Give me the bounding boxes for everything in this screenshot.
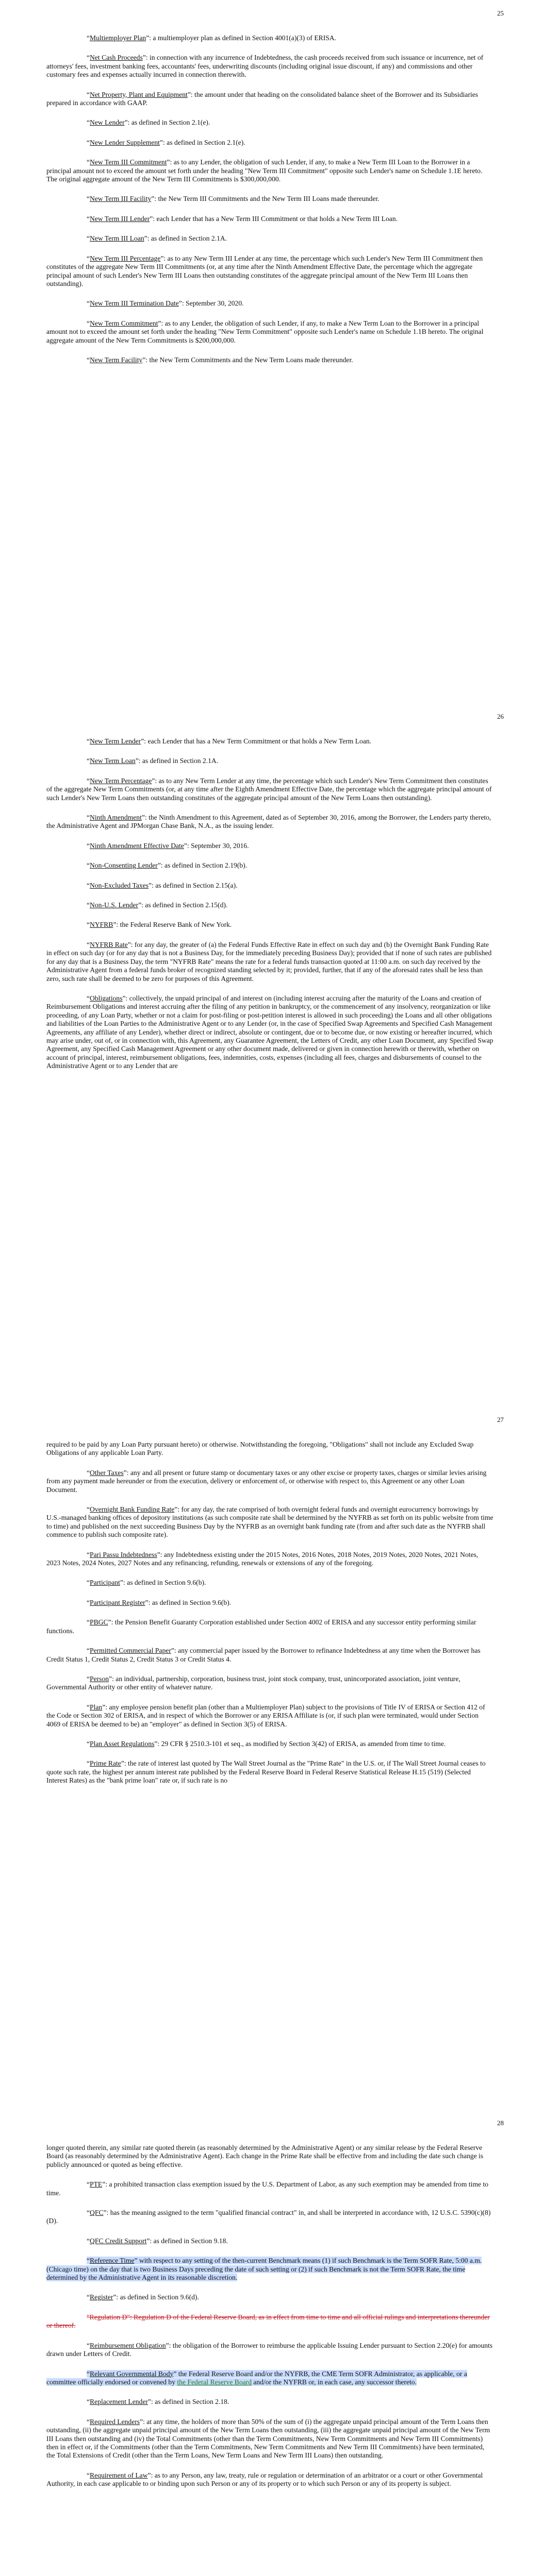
- definition-text: : as defined in Section 2.1A.: [138, 757, 219, 765]
- definition-paragraph: “Overnight Bank Funding Rate”: for any day, the rate comprised of both overnight federal funds and overnight eurocurrency borrowings by U.S.-managed banking offices of depository institutions (as such composite rate shall be determined by the NYFRB as set forth on its public website from time to time) and published on the next succeeding Business Day by the NYFRB as an overnight bank funding rate (from and after such date as the NYFRB shall commence to publish such composite rate).: [46, 1505, 493, 1539]
- definition-text: : each Lender that has a New Term Commitment or that holds a New Term Loan.: [144, 737, 372, 745]
- defined-term: Plan: [90, 1703, 103, 1711]
- definition-paragraph: [46, 2313, 493, 2330]
- definition-paragraph: “Obligations”: collectively, the unpaid principal of and interest on (including interest accruing after the maturity of the Loans and creation of Reimbursement Obligations and interest accruing after the filing of any petition in bankruptcy, or the commencement of any insolvency, reorganization or like proceeding, of any Loan Party, whether or not a claim for post-filing or post-petition interest is allowed in such proceeding) the Loans and all other obligations and liabilities of the Loan Parties to the Administrative Agent or to any Lender (or, in the case of Specified Swap Agreements and Specified Cash Management Agreements, any affiliate of any Lender), whether direct or indirect, absolute or contingent, due or to become due, or now existing or hereafter incurred, which may arise under, out of, or in connection with, this Agreement, any Guarantee Agreement, the Letters of Credit, any other Loan Document, any Specified Swap Agreement, any Specified Cash Management Agreement or any other document made, delivered or given in connection herewith or therewith, whether on account of principal, interest, reimbursement obligations, fees, indemnities, costs, expenses (including all fees, charges and disbursements of counsel to the Administrative Agent or to any Lender that are: [46, 994, 493, 1070]
- defined-term: Reimbursement Obligation: [90, 2341, 166, 2349]
- definition-paragraph: “NYFRB”: the Federal Reserve Bank of New York.: [87, 921, 232, 929]
- definition-paragraph: “New Term Commitment”: as to any Lender, the obligation of such Lender, if any, to make a New Term Loan to the Borrower in a principal amount not to exceed the amount set forth under the heading "New Term Commitment" opposite such Lender's name on Schedule 1.1B hereto. The original aggregate amount of the New Term Commitments is $200,000,000.: [46, 319, 484, 344]
- definition-text: : in connection with any incurrence of Indebtedness, the cash proceeds received from such issuance or incurrence, net of attorneys' fees, investment banking fees, accountants' fees, underwriting discounts (including original issue discount, if any) and commissions and other customary fees and expenses actually incurred in connection therewith.: [46, 54, 484, 79]
- defined-term: Obligations: [90, 994, 123, 1002]
- definition-text: : any commercial paper issued by the Borrower to refinance Indebtedness at any time when the Borrower has Credit Status 1, Credit Status 2, Credit Status 3 or Credit Status 4.: [46, 1647, 481, 1663]
- definition-text: : the obligation of the Borrower to reimburse the applicable Issuing Lender pursuant to Section 2.20(e) for amounts drawn under Letters of Credit.: [46, 2341, 493, 2358]
- defined-term: New Term Facility: [90, 355, 143, 364]
- definition-text: : as defined in Section 2.19(b).: [160, 861, 248, 870]
- definition-paragraph: “Non-Excluded Taxes”: as defined in Section 2.15(a).: [87, 881, 238, 889]
- definition-paragraph: “Other Taxes”: any and all present or future stamp or documentary taxes or any other excise or property taxes, charges or similar levies arising from any payment made hereunder or from the execution, delivery or enforcement of, or otherwise with respect to, this Agreement or any other Loan Document.: [46, 1468, 487, 1494]
- definition-paragraph: “Plan”: any employee pension benefit plan (other than a Multiemployer Plan) subject to the provisions of Title IV of ERISA or Section 412 of the Code or Section 302 of ERISA, and in respect of which the Borrower or any ERISA Affiliate is (or, if such plan were terminated, would under Section 4069 of ERISA be deemed to be) an "employer" as defined in Section 3(5) of ERISA.: [46, 1703, 485, 1728]
- definition-paragraph: “NYFRB Rate”: for any day, the greater of (a) the Federal Funds Effective Rate in effect on such day and (b) the Overnight Bank Funding Rate in effect on such day (or for any day that is not a Business Day, for the immediately preceding Business Day); provided that if none of such rates are published for any day that is a Business Day, the term "NYFRB Rate" means the rate for a federal funds transaction quoted at 11:00 a.m. on such day received by the Administrative Agent from a federal funds broker of recognized standing selected by it; provided, further, that if any of the aforesaid rates shall be less than zero, such rate shall be deemed to be zero for purposes of this Agreement.: [46, 940, 492, 982]
- definition-paragraph: “QFC Credit Support”: as defined in Section 9.18.: [87, 2236, 228, 2245]
- definition-text: : the Federal Reserve Bank of New York.: [116, 921, 232, 929]
- definition-paragraph: “Plan Asset Regulations”: 29 CFR § 2510.3-101 et seq., as modified by Section 3(42) of ERISA, as amended from time to time.: [87, 1739, 446, 1748]
- defined-term: QFC Credit Support: [90, 2236, 147, 2245]
- definition-text: : as defined in Section 2.15(a).: [152, 881, 238, 889]
- defined-term: New Term Lender: [90, 737, 141, 745]
- definition-paragraph: “Requirement of Law”: as to any Person, any law, treaty, rule or regulation or determination of an arbitrator or a court or other Governmental Authority, in each case applicable to or binding upon such Person or any of its property or to which such Person or any of its property is subject.: [46, 2471, 483, 2488]
- defined-term: Prime Rate: [90, 1759, 121, 1768]
- page-body: [46, 2144, 493, 2500]
- defined-term: Other Taxes: [90, 1468, 124, 1477]
- defined-term: Non-U.S. Lender: [90, 901, 139, 909]
- defined-term: Requirement of Law: [90, 2471, 148, 2479]
- defined-term: Replacement Lender: [90, 2398, 148, 2406]
- document-page: [0, 0, 544, 703]
- definition-text: longer quoted therein, any similar rate quoted therein (as reasonably determined by the Administrative Agent) or any similar release by the Federal Reserve Board (as reasonably determined by the Administrative Agent). Each change in the Prime Rate shall be effective from and including the date such change is publicly announced or quoted as being effective.: [46, 2144, 484, 2168]
- defined-term: Multiemployer Plan: [90, 34, 146, 42]
- definition-paragraph: “Required Lenders”: at any time, the holders of more than 50% of the sum of (i) the aggregate unpaid principal amount of the Term Loans then outstanding, (ii) the aggregate unpaid principal amount of the New Term Loans then outstanding, (iii) the aggregate unpaid principal amount of the New Term III Loans then outstanding and (iv) the Total Commitments (other than the Term Commitments, New Term Commitments and New Term III Commitments) then in effect or, if the Commitments (other than the Term Commitments, New Term Commitments and New Term III Commitments) have been terminated, the Total Extensions of Credit (other than the Term Loans, New Term Loans and New Term III Loans) then outstanding.: [46, 2417, 490, 2460]
- definition-text: : for any day, the greater of (a) the Federal Funds Effective Rate in effect on such day and (b) the Overnight Bank Funding Rate in effect on such day (or for any day that is not a Business Day, for the immediately preceding Business Day); provided that if none of such rates are published for any day that is a Business Day, the term "NYFRB Rate" means the rate for a federal funds transaction quoted at 11:00 a.m. on such day received by the Administrative Agent from a federal funds broker of recognized standing selected by it; provided, further, that if any of the aforesaid rates shall be less than zero, such rate shall be deemed to be zero for purposes of this Agreement.: [46, 940, 492, 982]
- definition-paragraph: “New Term III Lender”: each Lender that has a New Term III Commitment or that holds a New Term III Loan.: [87, 214, 398, 223]
- defined-term: Non-Consenting Lender: [90, 861, 158, 870]
- definition-paragraph: “New Term Facility”: the New Term Commitments and the New Term Loans made thereunder.: [87, 355, 353, 364]
- document-page: [0, 1406, 544, 2110]
- inserted-text: the Federal Reserve Board: [177, 2378, 252, 2386]
- definition-paragraph: “Multiemployer Plan”: a multiemployer plan as defined in Section 4001(a)(3) of ERISA.: [87, 34, 337, 42]
- definition-text: : the rate of interest last quoted by The Wall Street Journal as the "Prime Rate" in the U.S. or, if The Wall Street Journal ceases to quote such rate, the highest per annum interest rate published by the Federal Reserve Board in Federal Reserve Statistical Release H.15 (519) (Selected Interest Rates) as the "bank prime loan" rate or, if such rate is no: [46, 1759, 486, 1785]
- definition-paragraph: “Replacement Lender”: as defined in Section 2.18.: [87, 2398, 229, 2406]
- definition-paragraph: “New Term III Loan”: as defined in Section 2.1A.: [87, 234, 227, 243]
- definition-text: : has the meaning assigned to the term "qualified financial contract" in, and shall be interpreted in accordance with, 12 U.S.C. 5390(c)(8)(D).: [46, 2209, 491, 2225]
- page-number: 27: [497, 1416, 504, 1423]
- definition-paragraph: “Prime Rate”: the rate of interest last quoted by The Wall Street Journal as the "Prime Rate" in the U.S. or, if The Wall Street Journal ceases to quote such rate, the highest per annum interest rate published by the Federal Reserve Board in Federal Reserve Statistical Release H.15 (519) (Selected Interest Rates) as the "bank prime loan" rate or, if such rate is no: [46, 1759, 486, 1785]
- defined-term: Ninth Amendment: [90, 814, 142, 822]
- defined-term: Participant Register: [90, 1598, 145, 1606]
- defined-term: New Lender: [90, 118, 125, 127]
- page-number: 26: [497, 713, 504, 720]
- defined-term: New Term III Termination Date: [90, 299, 179, 308]
- document-page: [0, 703, 544, 1406]
- definition-paragraph: [46, 2370, 493, 2387]
- definition-paragraph: “New Term Loan”: as defined in Section 2.1A.: [87, 757, 219, 765]
- definition-text: : any Indebtedness existing under the 2015 Notes, 2016 Notes, 2018 Notes, 2019 Notes, 2020 Notes, 2021 Notes, 2023 Notes, 2024 Notes, 2027 Notes and any refinancing, refunding, renewals or extensions of any of the foregoing.: [46, 1550, 479, 1567]
- defined-term: Plan Asset Regulations: [90, 1739, 155, 1748]
- definition-paragraph: “Participant”: as defined in Section 9.6(b).: [87, 1579, 206, 1587]
- definition-paragraph: “Participant Register”: as defined in Section 9.6(b).: [87, 1598, 232, 1606]
- definition-text: : any and all present or future stamp or documentary taxes or any other excise or property taxes, charges or similar levies arising from any payment made hereunder or from the execution, delivery or enforcement of, or otherwise with respect to, this Agreement or any other Loan Document.: [46, 1468, 487, 1494]
- definition-paragraph: “QFC”: has the meaning assigned to the term "qualified financial contract" in, and shall be interpreted in accordance with, 12 U.S.C. 5390(c)(8)(D).: [46, 2209, 491, 2225]
- definition-paragraph: “Non-Consenting Lender”: as defined in Section 2.19(b).: [87, 861, 248, 870]
- defined-term: New Term III Lender: [90, 214, 150, 223]
- definition-text: : September 30, 2016.: [187, 841, 249, 850]
- definition-text: : as to any Lender, the obligation of such Lender, if any, to make a New Term Loan to the Borrower in a principal amount not to exceed the amount set forth under the heading "New Term Commitment" opposite such Lender's name on Schedule 1.1B hereto. The original aggregate amount of the New Term Commitments is $200,000,000.: [46, 319, 484, 344]
- definition-paragraph: “PBGC”: the Pension Benefit Guaranty Corporation established under Section 4002 of ERISA and any successor entity performing similar functions.: [46, 1618, 476, 1635]
- definition-paragraph: “New Term III Commitment”: as to any Lender, the obligation of such Lender, if any, to make a New Term III Loan to the Borrower in a principal amount not to exceed the amount set forth under the heading "New Term III Commitment" opposite such Lender's name on Schedule 1.1E hereto. The original aggregate amount of the New Term III Commitments is $300,000,000.: [46, 158, 483, 183]
- definition-text: : the amount under that heading on the consolidated balance sheet of the Borrower and its Subsidiaries prepared in accordance with GAAP.: [46, 90, 479, 107]
- defined-term: Participant: [90, 1579, 120, 1587]
- defined-term: Ninth Amendment Effective Date: [90, 841, 184, 850]
- definition-paragraph: “New Term III Facility”: the New Term III Commitments and the New Term III Loans made thereunder.: [87, 195, 380, 203]
- highlighted-insertion: “Relevant Governmental Body” the Federal Reserve Board and/or the NYFRB, the CME Term SOFR Administrator, as applicable, or a committee officially endorsed or convened by the Federal Reserve Board and/or the NYFRB or, in each case, any successor thereto.: [46, 2369, 467, 2386]
- defined-term: New Term III Facility: [90, 195, 152, 203]
- definition-text: : each Lender that has a New Term III Commitment or that holds a New Term III Loan.: [153, 214, 398, 223]
- definition-text: : as defined in Section 2.18.: [151, 2398, 229, 2406]
- definition-text: : as defined in Section 9.6(b).: [148, 1598, 232, 1606]
- defined-term: PBGC: [90, 1618, 108, 1626]
- defined-term: New Term Commitment: [90, 319, 158, 327]
- definition-text: : September 30, 2020.: [182, 299, 244, 308]
- definition-paragraph: “Pari Passu Indebtedness”: any Indebtedness existing under the 2015 Notes, 2016 Notes, 2018 Notes, 2019 Notes, 2020 Notes, 2021 Notes, 2023 Notes, 2024 Notes, 2027 Notes and any refinancing, refunding, renewals or extensions of any of the foregoing.: [46, 1550, 479, 1567]
- definition-paragraph: “PTE”: a prohibited transaction class exemption issued by the U.S. Department of Labor, as any such exemption may be amended from time to time.: [46, 2180, 489, 2197]
- definition-text: : as to any New Term Lender at any time, the percentage which such Lender's New Term Commitment then constitutes of the aggregate New Term Commitments (or, at any time after the Eighth Amendment Effective Date, the percentage which the aggregate principal amount of such Lender's New Term Loans then outstanding constitutes of the aggregate principal amount of the New Term Loans then outstanding).: [46, 776, 492, 802]
- page-body: [46, 1440, 493, 1797]
- definition-paragraph: [46, 1440, 493, 1458]
- definition-paragraph: “New Term III Termination Date”: September 30, 2020.: [87, 299, 244, 308]
- defined-term: Register: [90, 2293, 113, 2301]
- defined-term: New Term Loan: [90, 757, 136, 765]
- definition-paragraph: “Net Property, Plant and Equipment”: the amount under that heading on the consolidated balance sheet of the Borrower and its Subsidiaries prepared in accordance with GAAP.: [46, 90, 479, 107]
- definition-paragraph: “Permitted Commercial Paper”: any commercial paper issued by the Borrower to refinance Indebtedness at any time when the Borrower has Credit Status 1, Credit Status 2, Credit Status 3 or Credit Status 4.: [46, 1647, 481, 1663]
- definition-paragraph: “Ninth Amendment Effective Date”: September 30, 2016.: [87, 841, 249, 850]
- definition-text: : as to any Lender, the obligation of such Lender, if any, to make a New Term III Loan to the Borrower in a principal amount not to exceed the amount set forth under the heading "New Term III Commitment" opposite such Lender's name on Schedule 1.1E hereto. The original aggregate amount of the New Term III Commitments is $300,000,000.: [46, 158, 483, 183]
- definition-paragraph: [46, 2144, 493, 2169]
- definition-text: : an individual, partnership, corporation, business trust, joint stock company, trust, unincorporated association, joint venture, Governmental Authority or other entity of whatever nature.: [46, 1674, 460, 1691]
- definition-text: : the Ninth Amendment to this Agreement, dated as of September 30, 2016, among the Borrower, the Lenders party thereto, the Administrative Agent and JPMorgan Chase Bank, N.A., as the issuing lender.: [46, 814, 491, 830]
- defined-term: New Term III Percentage: [90, 254, 161, 262]
- definition-text: : any employee pension benefit plan (other than a Multiemployer Plan) subject to the provisions of Title IV of ERISA or Section 412 of the Code or Section 302 of ERISA, and in respect of which the Borrower or any ERISA Affiliate is (or, if such plan were terminated, would under Section 4069 of ERISA be deemed to be) an "employer" as defined in Section 3(5) of ERISA.: [46, 1703, 485, 1728]
- deleted-text: "Regulation D": Regulation D of the Federal Reserve Board, as in effect from time to time and all official rulings and interpretations thereunder or thereof.: [46, 2313, 490, 2330]
- defined-term: Required Lenders: [90, 2417, 140, 2426]
- defined-term: New Term Percentage: [90, 776, 152, 785]
- defined-term: Permitted Commercial Paper: [90, 1647, 171, 1655]
- definition-text: : the New Term III Commitments and the New Term III Loans made thereunder.: [154, 195, 380, 203]
- definition-paragraph: “Net Cash Proceeds”: in connection with any incurrence of Indebtedness, the cash proceeds received from such issuance or incurrence, net of attorneys' fees, investment banking fees, accountants' fees, underwriting discounts (including original issue discount, if any) and commissions and other customary fees and expenses actually incurred in connection therewith.: [46, 54, 484, 79]
- defined-term: QFC: [90, 2209, 104, 2217]
- definition-text: : as defined in Section 2.15(d).: [141, 901, 228, 909]
- defined-term: Relevant Governmental Body: [90, 2369, 174, 2378]
- definition-text: : 29 CFR § 2510.3-101 et seq., as modified by Section 3(42) of ERISA, as amended from time to time.: [157, 1739, 446, 1748]
- defined-term: Reference Time: [90, 2257, 135, 2265]
- definition-text: : as defined in Section 2.1(e).: [163, 138, 245, 146]
- definition-text: : as to any New Term III Lender at any time, the percentage which such Lender's New Term III Commitment then constitutes of the aggregate New Term III Commitments (or, at any time after the Ninth Amendment Effective Date, the percentage which the aggregate principal amount of such Lender's New Term III Loans then outstanding constitutes of the aggregate principal amount of the New Term III Loans then outstanding).: [46, 254, 483, 287]
- defined-term: New Term III Loan: [90, 234, 144, 243]
- page-body: [46, 737, 493, 1082]
- definition-text: : for any day, the rate comprised of both overnight federal funds and overnight eurocurrency borrowings by U.S.-managed banking offices of depository institutions (as such composite rate shall be determined by the NYFRB as set forth on its public website from time to time) and published on the next succeeding Business Day by the NYFRB as an overnight bank funding rate (from and after such date as the NYFRB shall commence to publish such composite rate).: [46, 1505, 493, 1539]
- defined-term: Net Property, Plant and Equipment: [90, 90, 188, 98]
- definition-paragraph: “New Term III Percentage”: as to any New Term III Lender at any time, the percentage which such Lender's New Term III Commitment then constitutes of the aggregate New Term III Commitments (or, at any time after the Ninth Amendment Effective Date, the percentage which the aggregate principal amount of such Lender's New Term III Loans then outstanding constitutes of the aggregate principal amount of the New Term III Loans then outstanding).: [46, 254, 483, 287]
- defined-term: Overnight Bank Funding Rate: [90, 1505, 175, 1514]
- defined-term: Pari Passu Indebtedness: [90, 1550, 157, 1558]
- page-body: [46, 34, 493, 376]
- definition-text: : a multiemployer plan as defined in Section 4001(a)(3) of ERISA.: [149, 34, 337, 42]
- definition-text: : as to any Person, any law, treaty, rule or regulation or determination of an arbitrator or a court or other Governmental Authority, in each case applicable to or binding upon such Person or any of its property or to which such Person or any of its property is subject.: [46, 2471, 483, 2488]
- definition-text: : at any time, the holders of more than 50% of the sum of (i) the aggregate unpaid principal amount of the Term Loans then outstanding, (ii) the aggregate unpaid principal amount of the New Term Loans then outstanding, (iii) the aggregate unpaid principal amount of the New Term III Loans then outstanding and (iv) the Total Commitments (other than the Term Commitments, New Term Commitments and New Term III Commitments) then in effect or, if the Commitments (other than the Term Commitments, New Term Commitments and New Term III Commitments) have been terminated, the Total Extensions of Credit (other than the Term Loans, New Term Loans and New Term III Loans) then outstanding.: [46, 2417, 490, 2460]
- definition-text: required to be paid by any Loan Party pursuant hereto) or otherwise. Notwithstanding the foregoing, "Obligations" shall not include any Excluded Swap Obligations of any applicable Loan Party.: [46, 1440, 474, 1457]
- highlighted-insertion: “Reference Time” with respect to any setting of the then-current Benchmark means (1) if such Benchmark is the Term SOFR Rate, 5:00 a.m. (Chicago time) on the day that is two Business Days preceding the date of such setting or (2) if such Benchmark is not the Term SOFR Rate, the time determined by the Administrative Agent in its reasonable discretion.: [46, 2257, 482, 2282]
- defined-term: New Term III Commitment: [90, 158, 167, 166]
- defined-term: NYFRB: [90, 921, 113, 929]
- definition-text: : a prohibited transaction class exemption issued by the U.S. Department of Labor, as any such exemption may be amended from time to time.: [46, 2180, 489, 2197]
- definition-paragraph: “Register”: as defined in Section 9.6(d).: [87, 2293, 199, 2301]
- definition-paragraph: “New Term Lender”: each Lender that has a New Term Commitment or that holds a New Term Loan.: [87, 737, 372, 745]
- definition-paragraph: “New Lender Supplement”: as defined in Section 2.1(e).: [87, 138, 245, 146]
- defined-term: PTE: [90, 2180, 103, 2189]
- page-number: 28: [497, 2119, 504, 2127]
- definition-text: : the Pension Benefit Guaranty Corporation established under Section 4002 of ERISA and any successor entity performing similar functions.: [46, 1618, 476, 1635]
- defined-term: Non-Excluded Taxes: [90, 881, 149, 889]
- definition-paragraph: “Reimbursement Obligation”: the obligation of the Borrower to reimburse the applicable Issuing Lender pursuant to Section 2.20(e) for amounts drawn under Letters of Credit.: [46, 2341, 493, 2358]
- definition-text: : as defined in Section 9.18.: [150, 2236, 228, 2245]
- definition-text: : the New Term Commitments and the New Term Loans made thereunder.: [145, 355, 353, 364]
- definition-text: : as defined in Section 2.1(e).: [127, 118, 210, 127]
- definition-paragraph: “Ninth Amendment”: the Ninth Amendment to this Agreement, dated as of September 30, 2016, among the Borrower, the Lenders party thereto, the Administrative Agent and JPMorgan Chase Bank, N.A., as the issuing lender.: [46, 814, 491, 830]
- definition-paragraph: “Person”: an individual, partnership, corporation, business trust, joint stock company, trust, unincorporated association, joint venture, Governmental Authority or other entity of whatever nature.: [46, 1674, 460, 1691]
- defined-term: Person: [90, 1674, 109, 1683]
- definition-text: : as defined in Section 2.1A.: [147, 234, 227, 243]
- definition-paragraph: “Non-U.S. Lender”: as defined in Section 2.15(d).: [87, 901, 228, 909]
- document-page: [0, 2110, 544, 2576]
- defined-term: New Lender Supplement: [90, 138, 160, 146]
- definition-text: : collectively, the unpaid principal of and interest on (including interest accruing after the maturity of the Loans and creation of Reimbursement Obligations and interest accruing after the filing of any petition in bankruptcy, or the commencement of any insolvency, reorganization or like proceeding, of any Loan Party, whether or not a claim for post-filing or post-petition interest is allowed in such proceeding) the Loans and all other obligations and liabilities of the Loan Parties to the Administrative Agent or to any Lender (or, in the case of Specified Swap Agreements and Specified Cash Management Agreements, any affiliate of any Lender), whether direct or indirect, absolute or contingent, due or to become due, or now existing or hereafter incurred, which may arise under, out of, or in connection with, this Agreement, any Guarantee Agreement, the Letters of Credit, any other Loan Document, any Specified Swap Agreement, any Specified Cash Management Agreement or any other document made, delivered or given in connection herewith or therewith, whether on account of principal, interest, reimbursement obligations, fees, indemnities, costs, expenses (including all fees, charges and disbursements of counsel to the Administrative Agent or to any Lender that are: [46, 994, 493, 1070]
- definition-paragraph: “New Term Percentage”: as to any New Term Lender at any time, the percentage which such Lender's New Term Commitment then constitutes of the aggregate New Term Commitments (or, at any time after the Eighth Amendment Effective Date, the percentage which the aggregate principal amount of such Lender's New Term Loans then outstanding constitutes of the aggregate principal amount of the New Term Loans then outstanding).: [46, 776, 492, 802]
- definition-text: : as defined in Section 9.6(b).: [123, 1579, 206, 1587]
- defined-term: Net Cash Proceeds: [90, 54, 143, 62]
- definition-paragraph: “New Lender”: as defined in Section 2.1(e).: [87, 118, 210, 127]
- definition-text: : as defined in Section 9.6(d).: [116, 2293, 199, 2301]
- definition-paragraph: [46, 2257, 493, 2282]
- defined-term: NYFRB Rate: [90, 940, 128, 948]
- page-number: 25: [497, 9, 504, 17]
